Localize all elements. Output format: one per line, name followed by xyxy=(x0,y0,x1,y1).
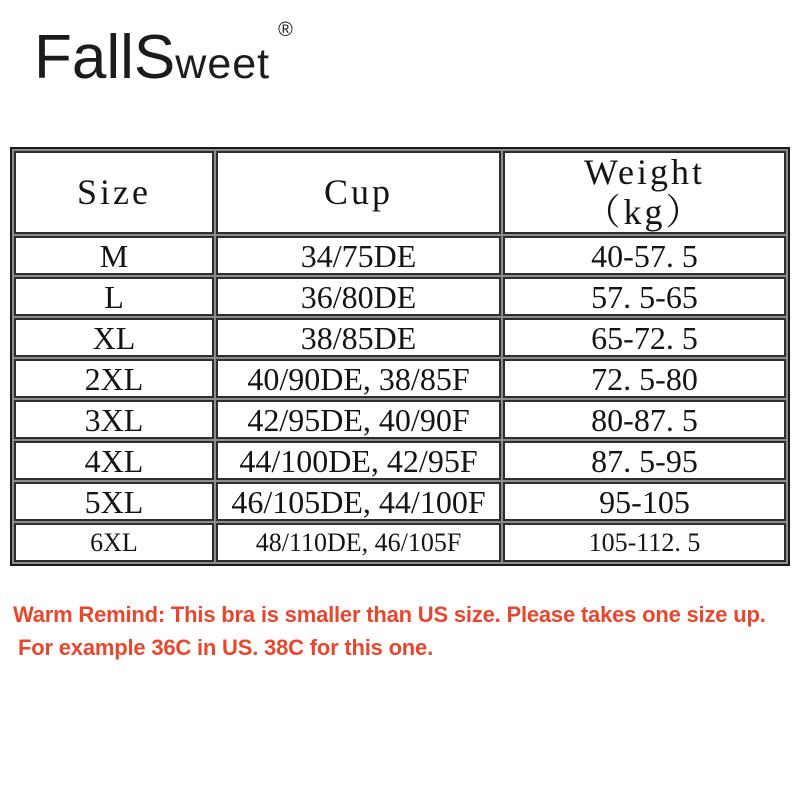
cup-cell: 40/90DE, 38/85F xyxy=(216,359,501,398)
size-cell: 4XL xyxy=(14,441,214,480)
brand-logo xyxy=(34,19,293,93)
column-header-weight xyxy=(503,151,786,234)
brand-logo-text-tail: weet xyxy=(175,40,271,88)
column-header-cup: Cup xyxy=(216,151,501,234)
warm-remind-notice xyxy=(13,598,796,664)
cup-cell: 48/110DE, 46/105F xyxy=(216,523,501,562)
weight-cell: 95-105 xyxy=(503,482,786,521)
column-header-weight-line1: Weight xyxy=(583,152,706,192)
weight-cell: 57. 5-65 xyxy=(503,277,786,316)
size-cell: XL xyxy=(14,318,214,357)
cup-cell: 38/85DE xyxy=(216,318,501,357)
table-row xyxy=(14,441,786,480)
table-header-row xyxy=(14,151,786,234)
warm-remind-line2: For example 36C in US. 38C for this one. xyxy=(18,635,433,660)
size-cell: 6XL xyxy=(14,523,214,562)
weight-cell: 40-57. 5 xyxy=(503,236,786,275)
cup-cell: 42/95DE, 40/90F xyxy=(216,400,501,439)
registered-trademark-symbol: ® xyxy=(278,19,293,41)
table-row xyxy=(14,359,786,398)
table-row xyxy=(14,482,786,521)
size-cell: L xyxy=(14,277,214,316)
cup-cell: 46/105DE, 44/100F xyxy=(216,482,501,521)
table-row xyxy=(14,318,786,357)
weight-cell: 80-87. 5 xyxy=(503,400,786,439)
size-chart-table xyxy=(10,147,790,566)
weight-cell: 65-72. 5 xyxy=(503,318,786,357)
table-row xyxy=(14,400,786,439)
cup-cell: 36/80DE xyxy=(216,277,501,316)
cup-cell: 34/75DE xyxy=(216,236,501,275)
weight-cell: 72. 5-80 xyxy=(503,359,786,398)
size-cell: M xyxy=(14,236,214,275)
weight-cell: 105-112. 5 xyxy=(503,523,786,562)
weight-cell: 87. 5-95 xyxy=(503,441,786,480)
size-cell: 2XL xyxy=(14,359,214,398)
table-row xyxy=(14,236,786,275)
brand-logo-text-main: FallS xyxy=(34,23,176,92)
table-row xyxy=(14,523,786,562)
size-cell: 5XL xyxy=(14,482,214,521)
column-header-weight-line2: （kg） xyxy=(584,191,705,232)
cup-cell: 44/100DE, 42/95F xyxy=(216,441,501,480)
table-row xyxy=(14,277,786,316)
size-cell: 3XL xyxy=(14,400,214,439)
column-header-size: Size xyxy=(14,151,214,234)
warm-remind-line1: Warm Remind: This bra is smaller than US size. Please takes one size up. xyxy=(13,602,766,627)
